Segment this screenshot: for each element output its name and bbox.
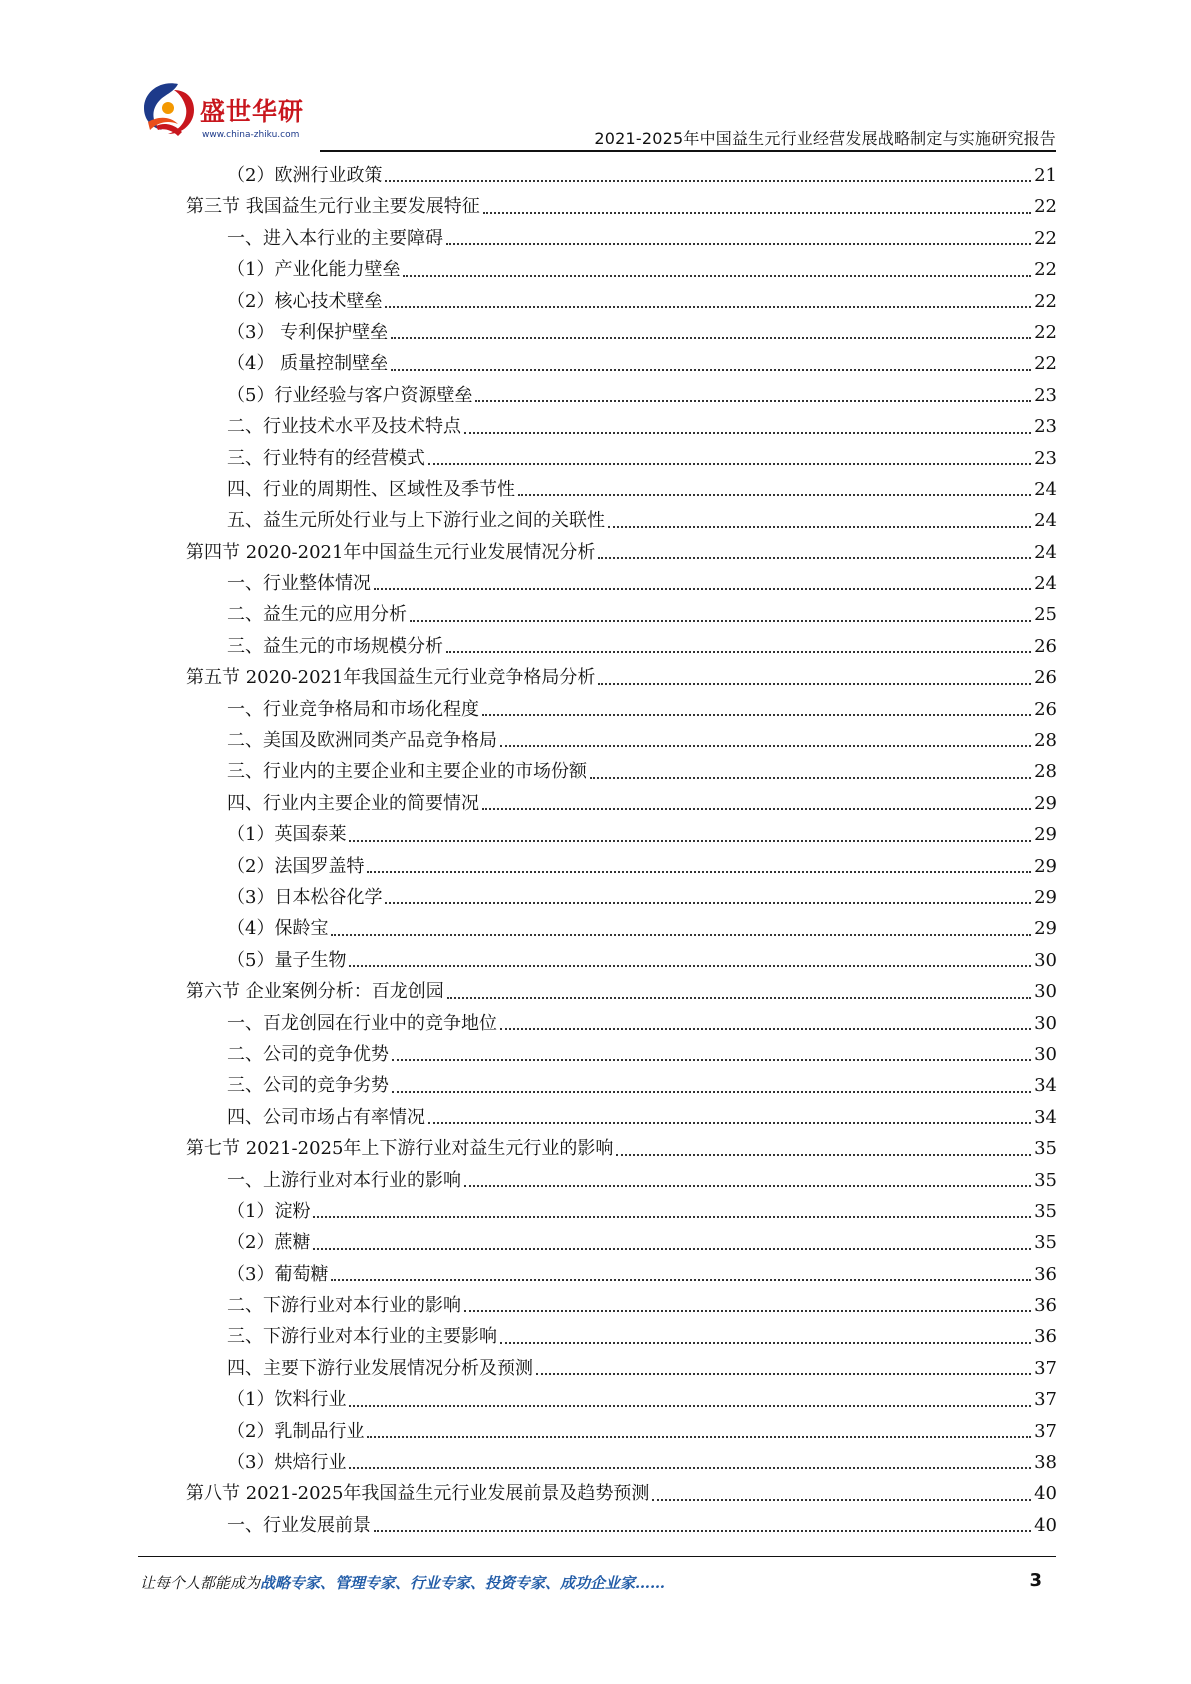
toc-entry-label: 四、公司市场占有率情况 xyxy=(227,1106,425,1128)
toc-entry-page: 36 xyxy=(1034,1326,1057,1348)
toc-entry-page: 40 xyxy=(1034,1483,1057,1505)
toc-dot-leader xyxy=(403,274,1031,277)
toc-entry[interactable] xyxy=(186,599,1057,630)
toc-dot-leader xyxy=(652,1498,1031,1501)
toc-dot-leader xyxy=(331,933,1031,936)
toc-entry[interactable] xyxy=(186,411,1057,442)
toc-entry[interactable] xyxy=(186,348,1057,379)
toc-entry-page: 37 xyxy=(1034,1357,1057,1379)
toc-entry-label: 第四节 2020-2021年中国益生元行业发展情况分析 xyxy=(186,541,596,563)
toc-entry-label: （2）蔗糖 xyxy=(227,1232,311,1254)
toc-dot-leader xyxy=(616,1153,1031,1156)
toc-entry-page: 37 xyxy=(1034,1420,1057,1442)
table-of-contents xyxy=(186,160,1057,1541)
toc-entry[interactable] xyxy=(186,913,1057,944)
toc-entry-label: （3） 专利保护壁垒 xyxy=(227,321,389,343)
toc-dot-leader xyxy=(500,1341,1031,1344)
toc-entry-label: （1）淀粉 xyxy=(227,1200,311,1222)
toc-dot-leader xyxy=(385,305,1031,308)
toc-entry-label: 二、益生元的应用分析 xyxy=(227,604,407,626)
toc-entry[interactable] xyxy=(186,976,1057,1007)
toc-entry-label: 第三节 我国益生元行业主要发展特征 xyxy=(186,196,480,218)
toc-entry[interactable] xyxy=(186,882,1057,913)
toc-entry-page: 24 xyxy=(1034,510,1057,532)
toc-entry-page: 24 xyxy=(1034,541,1057,563)
toc-dot-leader xyxy=(464,1184,1031,1187)
toc-dot-leader xyxy=(374,1529,1031,1532)
toc-entry-label: （1）产业化能力壁垒 xyxy=(227,259,401,281)
toc-entry-label: 四、行业内主要企业的简要情况 xyxy=(227,792,479,814)
toc-dot-leader xyxy=(483,211,1031,214)
toc-entry-label: （4）保龄宝 xyxy=(227,918,329,940)
toc-entry[interactable] xyxy=(186,756,1057,787)
toc-entry-page: 29 xyxy=(1034,886,1057,908)
toc-entry[interactable] xyxy=(186,474,1057,505)
toc-entry[interactable] xyxy=(186,1133,1057,1164)
toc-entry-page: 25 xyxy=(1034,604,1057,626)
toc-entry-label: 三、下游行业对本行业的主要影响 xyxy=(227,1326,497,1348)
toc-entry-label: 第五节 2020-2021年我国益生元行业竞争格局分析 xyxy=(186,667,596,689)
page-number: 3 xyxy=(1029,1570,1042,1591)
toc-dot-leader xyxy=(331,1278,1031,1281)
toc-entry-page: 22 xyxy=(1034,353,1057,375)
toc-entry-label: （2）欧洲行业政策 xyxy=(227,165,383,186)
toc-entry-label: 一、行业发展前景 xyxy=(227,1514,371,1536)
toc-entry-label: （3）烘焙行业 xyxy=(227,1452,347,1474)
toc-entry-label: 四、行业的周期性、区域性及季节性 xyxy=(227,478,515,500)
report-title: 2021-2025年中国益生元行业经营发展战略制定与实施研究报告 xyxy=(594,129,1056,148)
toc-entry-label: 一、百龙创园在行业中的竞争地位 xyxy=(227,1012,497,1034)
toc-entry-label: （3）日本松谷化学 xyxy=(227,886,383,908)
page-header xyxy=(138,80,1056,150)
logo-url: www.china-zhiku.com xyxy=(202,130,300,140)
toc-entry-label: （2）核心技术壁垒 xyxy=(227,290,383,312)
toc-entry[interactable] xyxy=(186,1447,1057,1478)
toc-entry[interactable] xyxy=(186,380,1057,411)
toc-entry-page: 35 xyxy=(1034,1232,1057,1254)
toc-entry-label: （2）法国罗盖特 xyxy=(227,855,365,877)
toc-entry-page: 35 xyxy=(1034,1169,1057,1191)
toc-entry-page: 26 xyxy=(1034,635,1057,657)
toc-entry-page: 29 xyxy=(1034,792,1057,814)
footer-slogan xyxy=(140,1572,665,1593)
toc-entry-page: 23 xyxy=(1034,447,1057,469)
toc-dot-leader xyxy=(464,431,1031,434)
company-logo xyxy=(138,80,308,150)
toc-entry-label: 三、公司的竞争劣势 xyxy=(227,1075,389,1097)
toc-entry[interactable] xyxy=(186,286,1057,317)
toc-entry-page: 22 xyxy=(1034,290,1057,312)
toc-entry-page: 26 xyxy=(1034,667,1057,689)
toc-entry[interactable] xyxy=(186,537,1057,568)
toc-entry[interactable] xyxy=(186,1070,1057,1101)
toc-entry[interactable] xyxy=(186,1039,1057,1070)
toc-dot-leader xyxy=(590,776,1031,779)
toc-entry-page: 37 xyxy=(1034,1389,1057,1411)
toc-entry-page: 35 xyxy=(1034,1138,1057,1160)
toc-dot-leader xyxy=(475,399,1031,402)
toc-entry-label: （3）葡萄糖 xyxy=(227,1263,329,1285)
toc-entry-page: 23 xyxy=(1034,416,1057,438)
toc-entry-label: 三、行业内的主要企业和主要企业的市场份额 xyxy=(227,761,587,783)
toc-entry[interactable] xyxy=(186,1478,1057,1509)
slogan-highlight: 战略专家、管理专家、行业专家、投资专家、成功企业家…… xyxy=(260,1574,666,1592)
toc-entry[interactable] xyxy=(186,945,1057,976)
toc-entry-page: 30 xyxy=(1034,949,1057,971)
toc-entry[interactable] xyxy=(186,694,1057,725)
toc-entry-label: 五、益生元所处行业与上下游行业之间的关联性 xyxy=(227,510,605,532)
toc-entry-page: 40 xyxy=(1034,1514,1057,1536)
toc-entry[interactable] xyxy=(186,1008,1057,1039)
toc-entry-label: 第七节 2021-2025年上下游行业对益生元行业的影响 xyxy=(186,1138,614,1160)
toc-entry[interactable] xyxy=(186,1259,1057,1290)
toc-entry-label: 二、公司的竞争优势 xyxy=(227,1043,389,1065)
toc-dot-leader xyxy=(536,1372,1031,1375)
toc-dot-leader xyxy=(313,1247,1031,1250)
toc-entry-label: 四、主要下游行业发展情况分析及预测 xyxy=(227,1357,533,1379)
toc-entry-label: 一、上游行业对本行业的影响 xyxy=(227,1169,461,1191)
toc-dot-leader xyxy=(598,556,1031,559)
toc-dot-leader xyxy=(392,1058,1031,1061)
toc-dot-leader xyxy=(410,619,1031,622)
toc-entry-page: 29 xyxy=(1034,855,1057,877)
toc-dot-leader xyxy=(385,179,1031,182)
toc-dot-leader xyxy=(428,1121,1031,1124)
toc-entry-page: 29 xyxy=(1034,918,1057,940)
toc-dot-leader xyxy=(349,1404,1031,1407)
toc-entry-label: 一、行业竞争格局和市场化程度 xyxy=(227,698,479,720)
toc-entry[interactable] xyxy=(186,505,1057,536)
toc-entry[interactable] xyxy=(186,191,1057,222)
toc-entry[interactable] xyxy=(186,1510,1057,1541)
toc-entry[interactable] xyxy=(186,1227,1057,1258)
toc-dot-leader xyxy=(367,1435,1031,1438)
toc-entry-page: 24 xyxy=(1034,573,1057,595)
toc-dot-leader xyxy=(447,996,1031,999)
toc-entry[interactable] xyxy=(186,568,1057,599)
toc-entry[interactable] xyxy=(186,1102,1057,1133)
logo-mark-icon xyxy=(138,80,202,142)
toc-entry-label: （5）量子生物 xyxy=(227,949,347,971)
toc-dot-leader xyxy=(500,1027,1031,1030)
toc-dot-leader xyxy=(367,870,1031,873)
toc-entry-page: 22 xyxy=(1034,321,1057,343)
logo-text: 盛世华研 xyxy=(200,97,305,126)
toc-entry[interactable] xyxy=(186,1384,1057,1415)
toc-entry-page: 24 xyxy=(1034,478,1057,500)
toc-entry-label: （5）行业经验与客户资源壁垒 xyxy=(227,384,473,406)
toc-entry[interactable] xyxy=(186,1321,1057,1352)
toc-dot-leader xyxy=(391,336,1031,339)
toc-entry-page: 21 xyxy=(1034,165,1057,186)
toc-dot-leader xyxy=(385,901,1031,904)
toc-dot-leader xyxy=(598,682,1031,685)
toc-dot-leader xyxy=(392,1090,1031,1093)
toc-entry-label: 二、行业技术水平及技术特点 xyxy=(227,416,461,438)
toc-entry-label: 二、美国及欧洲同类产品竞争格局 xyxy=(227,730,497,752)
toc-entry-page: 28 xyxy=(1034,761,1057,783)
toc-entry-label: 二、下游行业对本行业的影响 xyxy=(227,1295,461,1317)
toc-entry[interactable] xyxy=(186,788,1057,819)
toc-entry[interactable] xyxy=(186,1165,1057,1196)
toc-dot-leader xyxy=(349,964,1031,967)
toc-entry[interactable] xyxy=(186,819,1057,850)
toc-entry-page: 22 xyxy=(1034,227,1057,249)
toc-entry-page: 38 xyxy=(1034,1452,1057,1474)
toc-entry[interactable] xyxy=(186,631,1057,662)
toc-entry-page: 29 xyxy=(1034,824,1057,846)
toc-dot-leader xyxy=(608,525,1031,528)
toc-dot-leader xyxy=(349,1466,1031,1469)
toc-entry-page: 36 xyxy=(1034,1295,1057,1317)
toc-entry[interactable] xyxy=(186,1196,1057,1227)
toc-dot-leader xyxy=(428,462,1031,465)
toc-entry[interactable] xyxy=(186,725,1057,756)
toc-entry-label: （1）饮料行业 xyxy=(227,1389,347,1411)
slogan-prefix: 让每个人都能成为 xyxy=(140,1574,261,1592)
toc-entry-label: 一、进入本行业的主要障碍 xyxy=(227,227,443,249)
header-divider xyxy=(320,150,1056,152)
toc-entry[interactable] xyxy=(186,662,1057,693)
toc-dot-leader xyxy=(446,650,1031,653)
toc-dot-leader xyxy=(313,1215,1031,1218)
toc-entry-page: 30 xyxy=(1034,1012,1057,1034)
toc-entry-label: 一、行业整体情况 xyxy=(227,573,371,595)
toc-dot-leader xyxy=(391,368,1031,371)
toc-dot-leader xyxy=(464,1309,1031,1312)
toc-entry-page: 30 xyxy=(1034,981,1057,1003)
toc-entry-label: 第八节 2021-2025年我国益生元行业发展前景及趋势预测 xyxy=(186,1483,650,1505)
toc-entry[interactable] xyxy=(186,223,1057,254)
toc-dot-leader xyxy=(482,713,1031,716)
toc-entry-label: 第六节 企业案例分析：百龙创园 xyxy=(186,981,444,1003)
toc-entry-label: 三、行业特有的经营模式 xyxy=(227,447,425,469)
toc-dot-leader xyxy=(500,744,1031,747)
toc-entry-page: 23 xyxy=(1034,384,1057,406)
toc-entry[interactable] xyxy=(186,1416,1057,1447)
toc-dot-leader xyxy=(446,242,1031,245)
toc-dot-leader xyxy=(482,807,1031,810)
toc-entry-page: 34 xyxy=(1034,1075,1057,1097)
page-footer xyxy=(140,1572,1056,1596)
toc-entry-label: （4） 质量控制壁垒 xyxy=(227,353,389,375)
toc-entry-page: 26 xyxy=(1034,698,1057,720)
toc-entry-label: （1）英国泰莱 xyxy=(227,824,347,846)
toc-entry[interactable] xyxy=(186,1353,1057,1384)
toc-dot-leader xyxy=(518,493,1031,496)
toc-dot-leader xyxy=(374,587,1031,590)
toc-entry-page: 36 xyxy=(1034,1263,1057,1285)
toc-entry-page: 22 xyxy=(1034,259,1057,281)
toc-entry[interactable] xyxy=(186,443,1057,474)
toc-entry[interactable] xyxy=(186,851,1057,882)
toc-entry-page: 35 xyxy=(1034,1200,1057,1222)
toc-entry-page: 28 xyxy=(1034,730,1057,752)
toc-entry-label: 三、益生元的市场规模分析 xyxy=(227,635,443,657)
toc-entry-page: 34 xyxy=(1034,1106,1057,1128)
toc-entry[interactable] xyxy=(186,317,1057,348)
toc-entry[interactable] xyxy=(186,254,1057,285)
toc-entry[interactable] xyxy=(186,160,1057,191)
toc-dot-leader xyxy=(349,839,1031,842)
toc-entry-label: （2）乳制品行业 xyxy=(227,1420,365,1442)
footer-divider xyxy=(138,1556,1056,1557)
toc-entry[interactable] xyxy=(186,1290,1057,1321)
toc-entry-page: 22 xyxy=(1034,196,1057,218)
toc-entry-page: 30 xyxy=(1034,1043,1057,1065)
